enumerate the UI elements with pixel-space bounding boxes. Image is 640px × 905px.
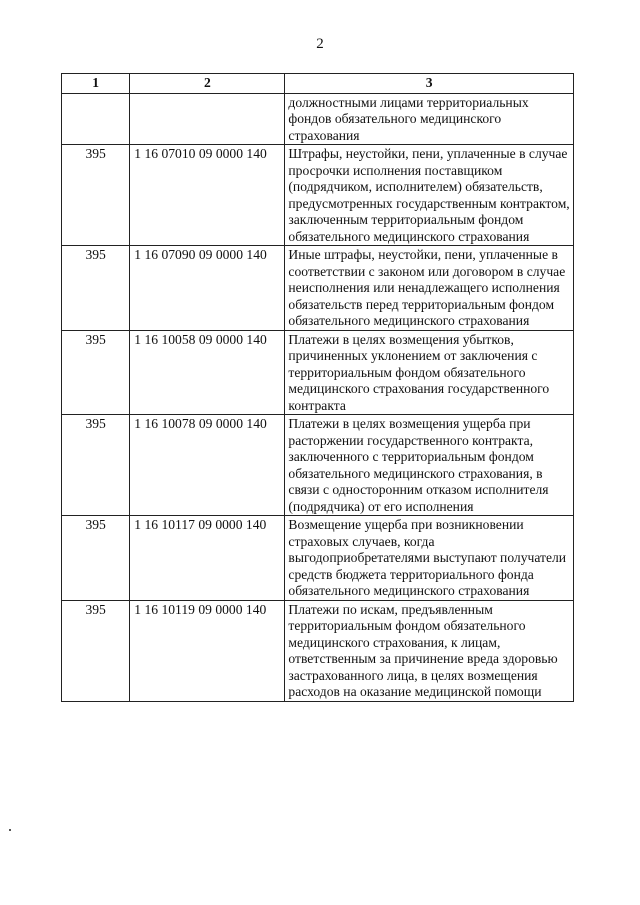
- budget-code-cell: 1 16 07010 09 0000 140: [130, 145, 285, 246]
- table-body: [62, 93, 574, 701]
- description-cell: Иные штрафы, неустойки, пени, уплаченные в соответствии с законом или договором в случае неисполнения или ненадлежащего исполнения обязательств перед территориальным фондом обязательного медицинского страхования: [285, 246, 574, 331]
- table-row: [62, 600, 574, 701]
- description-cell: Штрафы, неустойки, пени, уплаченные в случае просрочки исполнения поставщиком (подрядчиком, исполнителем) обязательств, предусмотренных государственным контрактом, заключенным территориальным фондом обязательного медицинского страхования: [285, 145, 574, 246]
- page-number: 2: [316, 36, 324, 52]
- description-cell: Платежи по искам, предъявленным территориальным фондом обязательного медицинского страхования, к лицам, ответственным за причинение вреда здоровью застрахованного лица, в целях возмещения расходов на оказание медицинской помощи: [285, 600, 574, 701]
- scan-speck: [9, 829, 11, 831]
- description-cell: должностными лицами территориальных фондов обязательного медицинского страхования: [285, 93, 574, 145]
- description-cell: Возмещение ущерба при возникновении страховых случаев, когда выгодоприобретателями выступают получатели средств бюджета территориального фонда обязательного медицинского страхования: [285, 516, 574, 601]
- description-cell: Платежи в целях возмещения убытков, причиненных уклонением от заключения с территориальным фондом обязательного медицинского страхования государственного контракта: [285, 330, 574, 415]
- admin-code-cell: 395: [62, 246, 130, 331]
- table-row: [62, 246, 574, 331]
- budget-code-cell: 1 16 10078 09 0000 140: [130, 415, 285, 516]
- budget-code-cell: 1 16 10117 09 0000 140: [130, 516, 285, 601]
- table-row: [62, 330, 574, 415]
- table-row: [62, 145, 574, 246]
- admin-code-cell: 395: [62, 415, 130, 516]
- admin-code-cell: [62, 93, 130, 145]
- revenue-codes-table: [61, 73, 574, 702]
- column-header-2: 2: [130, 74, 285, 94]
- admin-code-cell: 395: [62, 516, 130, 601]
- admin-code-cell: 395: [62, 330, 130, 415]
- admin-code-cell: 395: [62, 600, 130, 701]
- header-row: [62, 74, 574, 94]
- column-header-1: 1: [62, 74, 130, 94]
- budget-code-cell: [130, 93, 285, 145]
- column-header-3: 3: [285, 74, 574, 94]
- table-row: [62, 415, 574, 516]
- admin-code-cell: 395: [62, 145, 130, 246]
- budget-code-cell: 1 16 07090 09 0000 140: [130, 246, 285, 331]
- table-row: [62, 93, 574, 145]
- budget-code-cell: 1 16 10058 09 0000 140: [130, 330, 285, 415]
- budget-code-cell: 1 16 10119 09 0000 140: [130, 600, 285, 701]
- table-row: [62, 516, 574, 601]
- table-header: [62, 74, 574, 94]
- description-cell: Платежи в целях возмещения ущерба при расторжении государственного контракта, заключенного с территориальным фондом обязательного медицинского страхования, в связи с односторонним отказом исполнителя (подрядчика) от его исполнения: [285, 415, 574, 516]
